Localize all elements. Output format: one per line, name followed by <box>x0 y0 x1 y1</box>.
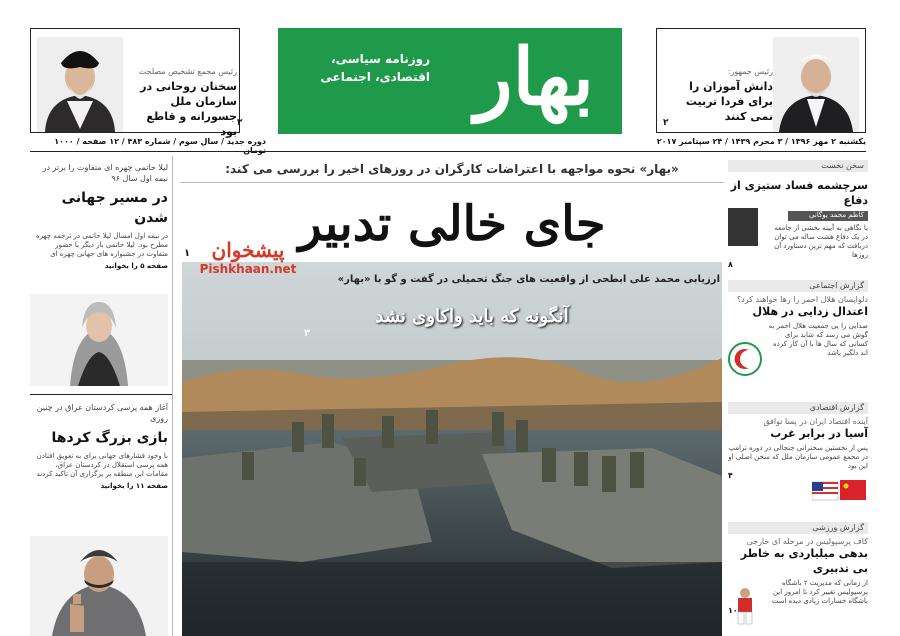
main-headline[interactable]: جای خالی تدبیر <box>298 196 606 252</box>
section-editorial-page: ۸ <box>728 260 733 269</box>
right-teaser-box[interactable] <box>656 28 866 133</box>
section-editorial-title[interactable]: سرچشمه فساد ستیزی از دفاع <box>730 179 868 207</box>
story-hatami-title[interactable]: در مسیر جهانی شدن <box>61 190 168 226</box>
right-teaser-headline[interactable]: دانش آموزان را برای فردا تربیت نمی کنند <box>685 80 773 123</box>
author-thumbnail <box>728 208 758 246</box>
left-column <box>30 156 173 636</box>
main-headline-number: ۱ <box>184 248 191 259</box>
issue-info: دوره جدید / سال سوم / شماره ۴۸۳ / ۱۲ صفحه / ۱۰۰۰ <box>54 137 266 146</box>
section-economy-kicker: آینده اقتصاد ایران در پسا توافق <box>763 417 868 426</box>
story-hatami-kicker: لیلا حاتمی چهره ای متفاوت را برتر در نیمه اول سال ۹۶ <box>42 163 168 183</box>
watermark-english: Pishkhaan.net <box>199 262 297 276</box>
section-sports-label: گزارش ورزشی <box>728 522 868 534</box>
section-social-label: گزارش اجتماعی <box>728 280 868 292</box>
story-kurdistan-kicker: آغاز همه پرسی کردستان عراق در چنین روزی <box>36 403 168 423</box>
section-economy-page: ۴ <box>728 471 733 480</box>
photo-kurdish-man <box>30 536 168 636</box>
photo-headline-number: ۳ <box>304 328 311 339</box>
right-column <box>728 156 868 636</box>
main-photo-war-boats <box>182 262 722 636</box>
section-social-body: صدایی را یی جمعیت هلال احمر به گوش می رسد که شاید برای کسانی که سال ها با آن کار کرده اند دلگیر باشد <box>768 322 868 357</box>
section-editorial-label: سخن نخست <box>728 160 868 172</box>
story-hatami-body: در نیمه اول امسال لیلا حاتمی در ترجمه چهره مطرح بود. لیلا حاتمی بار دیگر با حضور متفاوت در جشنواره های جهانی چهره ای <box>36 232 168 258</box>
story-hatami-page-ref[interactable]: صفحه ۵ را بخوانید <box>104 262 168 270</box>
section-economy-title[interactable]: آسیا در برابر غرب <box>770 427 868 440</box>
left-teaser-page-number: ۲ <box>237 118 243 128</box>
masthead <box>0 0 900 152</box>
main-story-subhead: ارزیابی محمد علی ابطحی از واقعیت های جنگ تحمیلی در گفت و گو با «بهار» <box>337 274 720 285</box>
section-social-kicker: دلواپسان هلال احمر را رها خواهند کرد؟ <box>736 295 868 304</box>
section-sports-kicker: کاف پرسپولیس در مرحله ای خارجی <box>746 537 868 546</box>
story-kurdistan-page-ref[interactable]: صفحه ۱۱ را بخوانید <box>100 482 168 490</box>
issue-date: یکشنبه ۲ مهر ۱۳۹۶ / ۳ محرم ۱۴۳۹ / ۲۴ سپتامبر ۲۰۱۷ <box>656 137 866 146</box>
main-story <box>180 156 724 636</box>
pishkhan-watermark <box>188 238 308 276</box>
left-column-divider <box>30 394 172 395</box>
left-teaser-kicker: رئیس مجمع تشخیص مصلحت <box>138 67 237 76</box>
section-social-title[interactable]: اعتدال زدایی در هلال <box>752 305 868 318</box>
section-social[interactable] <box>728 280 868 367</box>
story-kurdistan[interactable] <box>34 402 168 490</box>
section-editorial[interactable] <box>728 160 868 269</box>
section-sports-title[interactable]: بدهی میلیاردی به خاطر بی تدبیری <box>740 547 868 575</box>
section-economy-label: گزارش اقتصادی <box>728 402 868 414</box>
flags-icon <box>812 478 866 504</box>
story-hatami[interactable] <box>34 162 168 270</box>
section-editorial-body: یا نگاهی به آیینه بخشی از جامعه در یک دفاع هشت ساله می توان دریافت که مهم ترین دستاورد آن روزها <box>774 224 868 259</box>
section-sports[interactable] <box>728 522 868 615</box>
football-player-icon <box>728 586 762 626</box>
supra-divider <box>180 182 724 183</box>
right-teaser-kicker: رئیس جمهور: <box>727 67 773 76</box>
red-crescent-icon <box>728 342 762 376</box>
masthead-divider <box>30 151 866 152</box>
left-teaser-box[interactable] <box>30 28 243 138</box>
story-kurdistan-body: با وجود فشارهای جهانی برای به تعویق افتادن همه پرسی استقلال در کردستان عراق، مقامات این منطقه بر برگزاری آن تاکید کردند <box>36 452 168 478</box>
watermark-persian: پیشخوان <box>211 238 285 262</box>
editorial-author: کاظم محمد یوگانی <box>788 211 868 221</box>
main-story-supra: «بهار» نحوه مواجهه با اعتراضات کارگران در روزهای اخیر را بررسی می کند: <box>225 162 679 176</box>
section-economy-body: پس از نخستین سخنرانی جنجالی در دوره ترامپ در مجمع عمومی سازمان ملل که سخن اصلی او این بود <box>728 444 868 470</box>
story-kurdistan-title[interactable]: بازی بزرگ کردها <box>51 430 168 446</box>
right-teaser-page-number: ۲ <box>663 118 669 128</box>
section-sports-body: از زمانی که مدیریت ۲ باشگاه پرسپولیس تغییر کرد تا امروز این باشگاه خسارات زیادی دیده است <box>771 579 868 605</box>
photo-headline[interactable]: آنگونه که باید واکاوی نشد <box>375 306 569 327</box>
logo-tagline: روزنامه سیاسی، اقتصادی، اجتماعی <box>320 52 430 84</box>
section-economy[interactable] <box>728 402 868 480</box>
logo-wordmark: بهار <box>474 32 594 123</box>
section-sports-page: ۱۰ <box>728 606 738 615</box>
left-teaser-headline[interactable]: سخنان روحانی در سازمان ملل جسورانه و قاطع بود <box>140 80 237 138</box>
photo-leila-hatami <box>30 294 168 386</box>
portrait-president-photo <box>773 37 859 132</box>
portrait-cleric-photo <box>37 37 123 132</box>
newspaper-logo[interactable] <box>278 28 622 134</box>
